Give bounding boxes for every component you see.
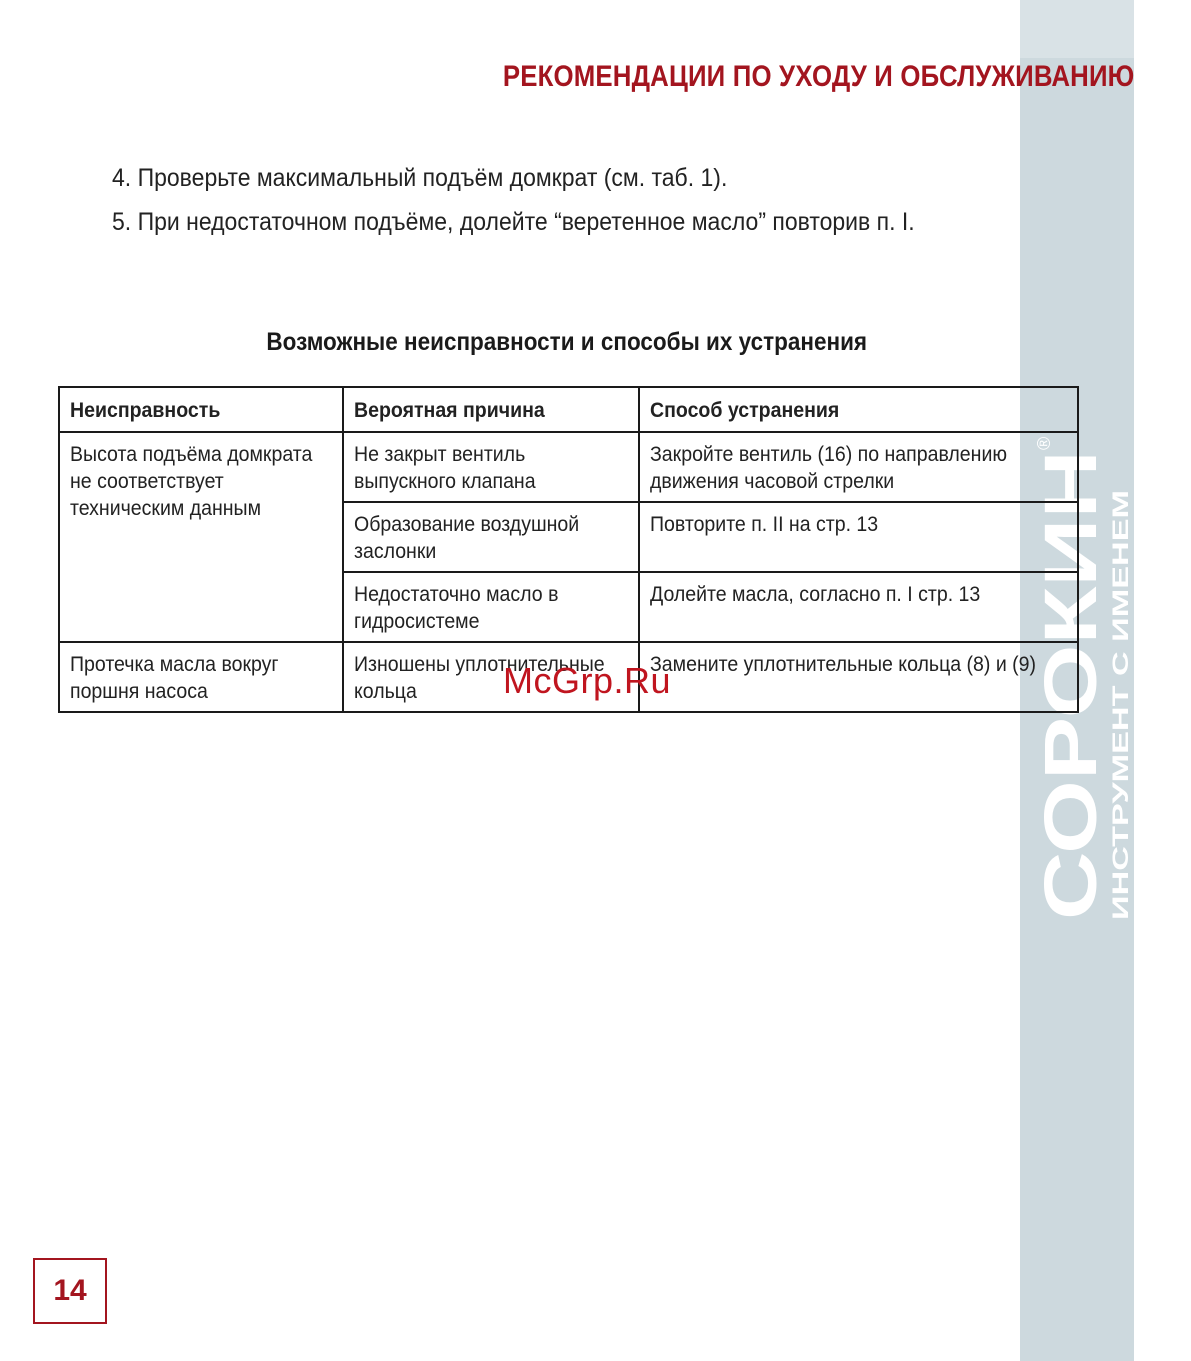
fault-cell: Протечка масла вокруг поршня насоса <box>59 642 343 712</box>
step-4: 4. Проверьте максимальный подъём домкрат (см. таб. 1). <box>112 164 728 192</box>
remedy-cell: Долейте масла, согласно п. I стр. 13 <box>639 572 1078 642</box>
registered-mark: ® <box>1034 436 1054 450</box>
section-title-text: Возможные неисправности и способы их устранения <box>266 328 868 356</box>
remedy-cell: Повторите п. II на стр. 13 <box>639 502 1078 572</box>
table-header-row <box>59 387 1078 432</box>
remedy-cell: Замените уплотнительные кольца (8) и (9) <box>639 642 1078 712</box>
page-title: РЕКОМЕНДАЦИИ ПО УХОДУ И ОБСЛУЖИВАНИЮ <box>502 60 1134 93</box>
section-title <box>0 328 1134 357</box>
step-5: 5. При недостаточном подъёме, долейте “веретенное масло” повторив п. I. <box>112 208 915 236</box>
header-remedy: Способ устранения <box>639 387 1078 432</box>
brand-tagline: ИНСТРУМЕНТ С ИМЕНЕМ <box>1108 643 1133 920</box>
cause-cell: Не закрыт вентиль выпускного клапана <box>343 432 639 502</box>
remedy-cell: Закройте вентиль (16) по направлению движения часовой стрелки <box>639 432 1078 502</box>
steps-list <box>112 156 984 244</box>
watermark-link[interactable]: McGrp.Ru <box>503 660 672 701</box>
header-cause: Вероятная причина <box>343 387 639 432</box>
page-number: 14 <box>33 1258 107 1324</box>
cause-cell: Образование воздушной заслонки <box>343 502 639 572</box>
cause-cell: Изношены уплотнительные кольца <box>343 642 639 712</box>
side-band-top <box>1020 0 1134 58</box>
fault-cell: Высота подъёма домкрата не соответствует техническим данным <box>59 432 343 642</box>
header-fault: Неисправность <box>59 387 343 432</box>
cause-cell: Недостаточно масло в гидросистеме <box>343 572 639 642</box>
table-row <box>59 432 1078 502</box>
brand-name: СОРОКИН <box>1029 553 1112 920</box>
